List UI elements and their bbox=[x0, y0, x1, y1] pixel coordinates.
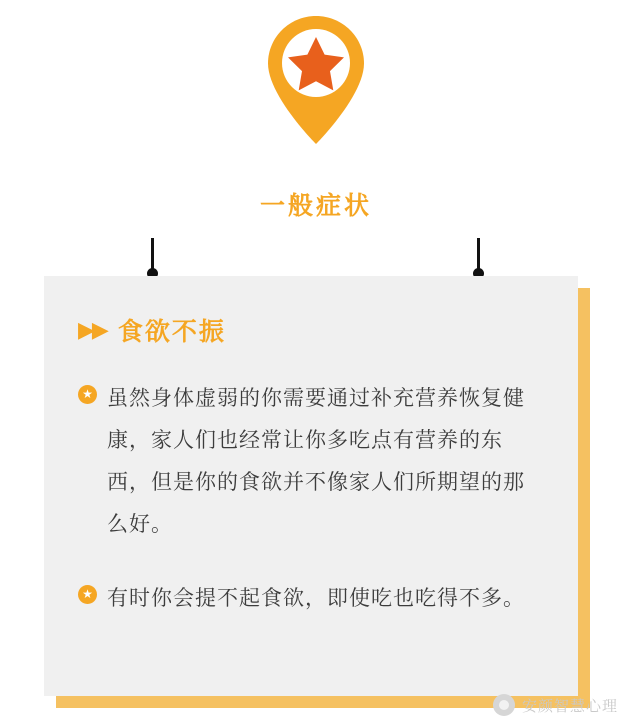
watermark bbox=[493, 694, 618, 716]
watermark-text: 安颜智慧心理 bbox=[521, 697, 618, 715]
paragraph-text: 有时你会提不起食欲，即使吃也吃得不多。 bbox=[107, 587, 525, 610]
avatar-icon bbox=[493, 694, 515, 716]
double-arrow-icon: ▶▶ bbox=[78, 317, 106, 342]
map-pin-icon bbox=[264, 14, 368, 146]
paragraph-item bbox=[78, 378, 544, 546]
card-title bbox=[78, 312, 544, 348]
paragraph-item bbox=[78, 578, 544, 620]
star-bullet-icon: ★ bbox=[78, 385, 97, 404]
symptom-card bbox=[44, 276, 578, 696]
marker-graphic bbox=[0, 14, 632, 146]
paragraph-text: 虽然身体虚弱的你需要通过补充营养恢复健康，家人们也经常让你多吃点有营养的东西，但是你的食欲并不像家人们所期望的那么好。 bbox=[107, 387, 525, 536]
star-bullet-icon: ★ bbox=[78, 585, 97, 604]
marker-caption: 一般症状 bbox=[259, 192, 372, 220]
card-title-text: 食欲不振 bbox=[117, 318, 226, 346]
